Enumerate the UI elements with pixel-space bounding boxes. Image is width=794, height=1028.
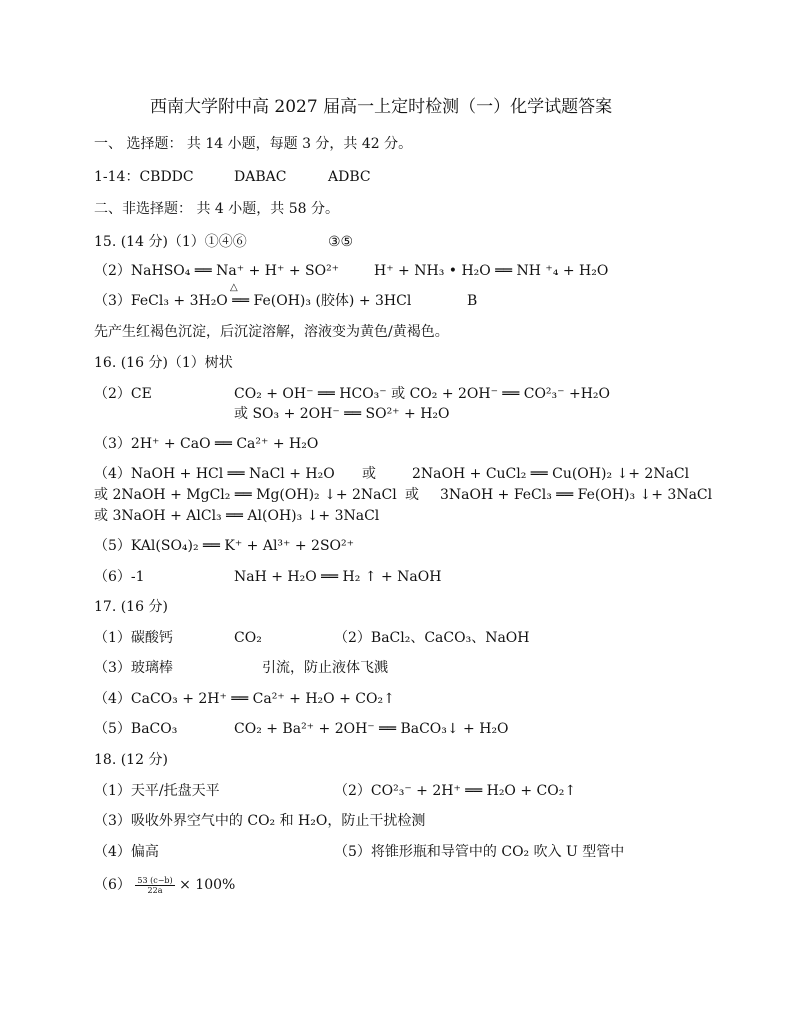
q16-answer3: （3）2H⁺ + CaO ══ Ca²⁺ + H₂O <box>94 436 319 452</box>
fraction <box>135 876 174 895</box>
heat-symbol: △ <box>230 282 238 293</box>
q17-answer5: （5）BaCO₃ <box>94 721 178 737</box>
q17-answer2: （2）BaCl₂、CaCO₃、NaOH <box>334 630 530 646</box>
q17-answer1: （1）碳酸钙 <box>94 630 173 646</box>
q15-answer4: 先产生红褐色沉淀，后沉淀溶解，溶液变为黄色/黄褐色。 <box>94 324 449 340</box>
q17-answer1b: CO₂ <box>234 630 262 646</box>
q17-answer4: （4）CaCO₃ + 2H⁺ ══ Ca²⁺ + H₂O + CO₂↑ <box>94 691 395 707</box>
q16-answer4d: 3NaOH + FeCl₃ ══ Fe(OH)₃ ↓+ 3NaCl <box>440 487 713 503</box>
q15-answer2: （2）NaHSO₄ ══ Na⁺ + H⁺ + SO²⁺ <box>94 263 340 279</box>
q16-or2: 或 <box>405 487 419 503</box>
q15-answer1b: ③⑤ <box>328 234 354 250</box>
q16-answer2b: CO₂ + OH⁻ ══ HCO₃⁻ 或 CO₂ + 2OH⁻ ══ CO²₃⁻ +H₂O <box>234 386 611 402</box>
q18-heading: 18. (12 分) <box>94 752 168 768</box>
q15-answer3: （3）FeCl₃ + 3H₂O ══ Fe(OH)₃ (胶体) + 3HCl <box>94 293 412 309</box>
q18-answer5: （5）将锥形瓶和导管中的 CO₂ 吹入 U 型管中 <box>334 844 625 860</box>
q15-heading: 15. (14 分)（1）①④⑥ <box>94 234 247 250</box>
q16-answer2: （2）CE <box>94 386 152 402</box>
page-title: 西南大学附中高 2027 届高一上定时检测（一）化学试题答案 <box>150 97 613 117</box>
q18-answer6-label: （6） <box>94 877 131 893</box>
q16-answer6: （6）-1 <box>94 569 145 585</box>
q16-answer4c: 或 2NaOH + MgCl₂ ══ Mg(OH)₂ ↓+ 2NaCl <box>94 487 397 503</box>
q16-answer4a: （4）NaOH + HCl ══ NaCl + H₂O <box>94 466 335 482</box>
q16-or: 或 <box>362 466 376 482</box>
q17-answer3b: 引流，防止液体飞溅 <box>262 660 388 676</box>
q18-answer4: （4）偏高 <box>94 844 159 860</box>
q15-answer2b: H⁺ + NH₃ • H₂O ══ NH ⁺₄ + H₂O <box>374 263 609 279</box>
section2-heading: 二、非选择题： 共 4 小题，共 58 分。 <box>94 201 339 217</box>
fraction-denominator: 22a <box>147 885 163 895</box>
q16-answer4e: 或 3NaOH + AlCl₃ ══ Al(OH)₃ ↓+ 3NaCl <box>94 508 380 524</box>
q16-answer6b: NaH + H₂O ══ H₂ ↑ + NaOH <box>234 569 442 585</box>
q17-answer5b: CO₂ + Ba²⁺ + 2OH⁻ ══ BaCO₃↓ + H₂O <box>234 721 509 737</box>
mc-answers-group2: DABAC <box>234 169 287 185</box>
mc-answers-group1: 1-14：CBDDC <box>94 169 194 185</box>
fraction-numerator: 53 (c−b) <box>137 875 173 885</box>
q17-heading: 17. (16 分) <box>94 599 168 615</box>
q18-answer6 <box>94 874 235 896</box>
mc-answers-group3: ADBC <box>328 169 371 185</box>
q16-answer5: （5）KAl(SO₄)₂ ══ K⁺ + Al³⁺ + 2SO²⁺ <box>94 538 355 554</box>
section1-heading: 一、 选择题： 共 14 小题，每题 3 分，共 42 分。 <box>94 136 413 152</box>
q18-answer2: （2）CO²₃⁻ + 2H⁺ ══ H₂O + CO₂↑ <box>334 783 577 799</box>
q15-answer3b: B <box>467 293 478 309</box>
q17-answer3: （3）玻璃棒 <box>94 660 173 676</box>
q18-answer6-percent: × 100% <box>179 877 236 893</box>
q18-answer3: （3）吸收外界空气中的 CO₂ 和 H₂O，防止干扰检测 <box>94 813 426 829</box>
q16-answer2c: 或 SO₃ + 2OH⁻ ══ SO²⁺ + H₂O <box>234 406 450 422</box>
q16-answer4b: 2NaOH + CuCl₂ ══ Cu(OH)₂ ↓+ 2NaCl <box>412 466 690 482</box>
q18-answer1: （1）天平/托盘天平 <box>94 783 220 799</box>
q16-heading: 16. (16 分)（1）树状 <box>94 355 233 371</box>
